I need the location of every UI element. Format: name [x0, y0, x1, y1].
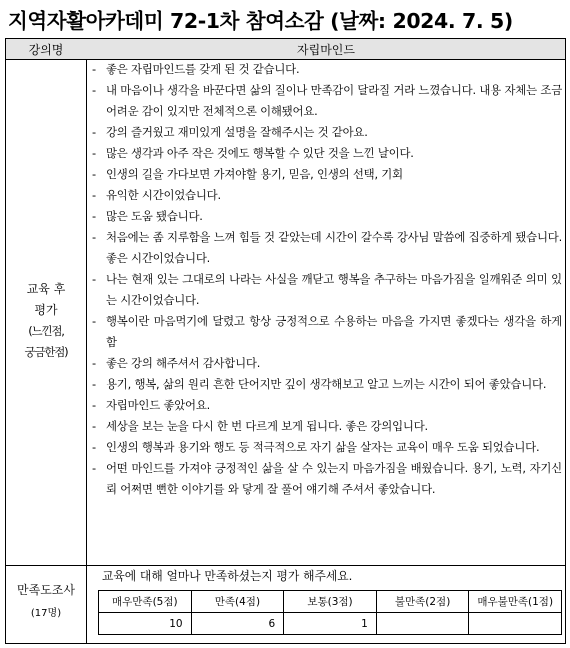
rating-header: 불만족(2점): [376, 591, 469, 613]
rating-header: 매우불만족(1점): [469, 591, 562, 613]
evaluation-label-line2: 평가: [34, 303, 58, 317]
satisfaction-label: [6, 579, 86, 625]
header-lecture-title: 자립마인드: [297, 43, 355, 57]
feedback-item: - 많은 도움 됐습니다.: [92, 206, 562, 227]
feedback-item: - 세상을 보는 눈을 다시 한 번 다르게 보게 됩니다. 좋은 강의입니다.: [92, 416, 562, 437]
evaluation-label-line1: 교육 후: [26, 282, 66, 296]
rating-header: 매우만족(5점): [99, 591, 192, 613]
feedback-item: - 내 마음이나 생각을 바꾼다면 삶의 질이나 만족감이 달라질 거라 느꼈습니다. 내용 자체는 조금 어려운 감이 있지만 전체적으론 이해됐어요.: [92, 80, 562, 122]
feedback-item: - 어떤 마인드를 가져야 긍정적인 삶을 살 수 있는지 마음가짐을 배웠습니다. 용기, 노력, 자기신뢰 어쩌면 뻔한 이야기를 와 닿게 잘 풀어 얘기해 주셔서 좋았습니다.: [92, 458, 562, 500]
satisfaction-header-row: [99, 591, 562, 613]
rating-count: 1: [284, 613, 377, 635]
column-divider: [86, 39, 87, 643]
rating-count: 10: [99, 613, 192, 635]
feedback-item: - 인생의 길을 가다보면 가져야할 용기, 믿음, 인생의 선택, 기회: [92, 164, 562, 185]
feedback-item: - 용기, 행복, 삶의 원리 흔한 단어지만 깊이 생각해보고 알고 느끼는 시간이 되어 좋았습니다.: [92, 374, 562, 395]
page-title: 지역자활아카데미 72-1차 참여소감 (날짜: 2024. 7. 5): [8, 9, 513, 33]
feedback-item: - 행복이란 마음먹기에 달렸고 항상 긍정적으로 수용하는 마음을 가지면 좋겠다는 생각을 하게 함: [92, 311, 562, 353]
feedback-item: - 유익한 시간이었습니다.: [92, 185, 562, 206]
satisfaction-label-text: 만족도조사: [17, 583, 75, 597]
feedback-item: - 좋은 강의 해주셔서 감사합니다.: [92, 353, 562, 374]
header-lecture-name: 강의명: [28, 43, 64, 57]
feedback-item: - 좋은 자립마인드를 갖게 된 것 같습니다.: [92, 59, 562, 80]
evaluation-label-line4: 궁금한점): [24, 345, 68, 359]
respondent-count: (17명): [30, 608, 62, 619]
feedback-list: [92, 59, 562, 500]
rating-count: [469, 613, 562, 635]
table-header: [6, 39, 565, 60]
satisfaction-table: [98, 590, 562, 635]
rating-header: 만족(4점): [191, 591, 284, 613]
rating-header: 보통(3점): [284, 591, 377, 613]
feedback-item: - 강의 즐거웠고 재미있게 설명을 잘해주시는 것 같아요.: [92, 122, 562, 143]
rating-count: [376, 613, 469, 635]
feedback-item: - 처음에는 좀 지루함을 느껴 힘들 것 같았는데 시간이 갈수록 강사님 말씀에 집중하게 됐습니다. 좋은 시간이었습니다.: [92, 227, 562, 269]
satisfaction-question: 교육에 대해 얼마나 만족하셨는지 평가 해주세요.: [102, 569, 353, 583]
feedback-item: - 나는 현재 있는 그대로의 나라는 사실을 깨닫고 행복을 추구하는 마음가짐을 일깨워준 의미 있는 시간이었습니다.: [92, 269, 562, 311]
rating-count: 6: [191, 613, 284, 635]
evaluation-label-line3: (느낀점,: [28, 324, 64, 338]
feedback-item: - 자립마인드 좋았어요.: [92, 395, 562, 416]
satisfaction-value-row: [99, 613, 562, 635]
feedback-item: - 많은 생각과 아주 작은 것에도 행복할 수 있단 것을 느낀 날이다.: [92, 143, 562, 164]
feedback-table: [5, 38, 566, 644]
evaluation-label: [6, 279, 86, 363]
feedback-item: - 인생의 행복과 용기와 행도 등 적극적으로 자기 삶을 살자는 교육이 매우 도움 되었습니다.: [92, 437, 562, 458]
